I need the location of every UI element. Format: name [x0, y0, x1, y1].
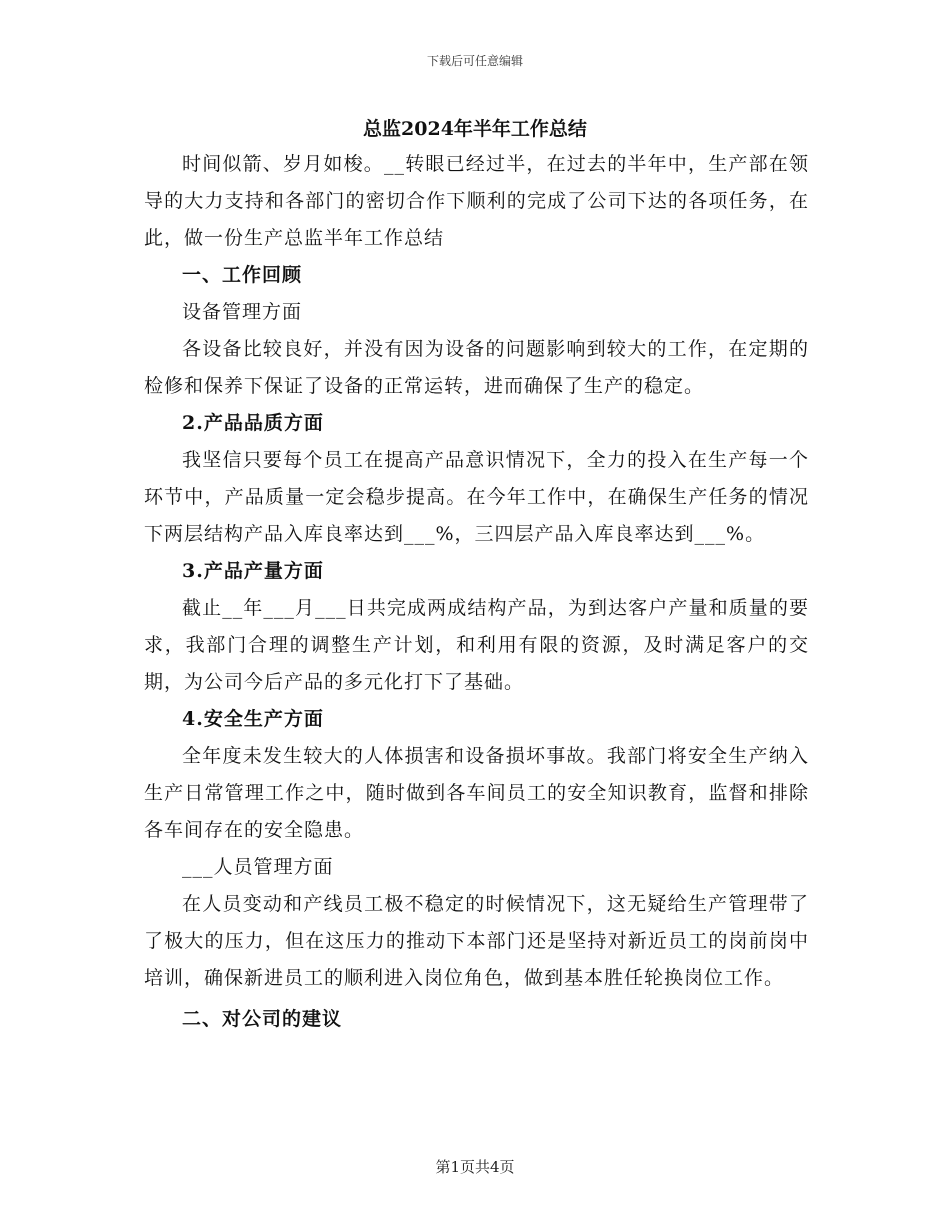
subheading-equipment: 设备管理方面 — [182, 301, 303, 323]
equipment-paragraph: 各设备比较良好，并没有因为设备的问题影响到较大的工作，在定期的检修和保养下保证了设备的正常运转，进而确保了生产的稳定。 — [144, 338, 809, 397]
header-note: 下载后可任意编辑 — [426, 54, 523, 68]
section-heading-suggestions: 二、对公司的建议 — [182, 1008, 343, 1030]
document-body — [144, 146, 809, 1038]
subheading-personnel: ___人员管理方面 — [182, 856, 334, 878]
intro-paragraph: 时间似箭、岁月如梭。__转眼已经过半，在过去的半年中，生产部在领导的大力支持和各部门的密切合作下顺利的完成了公司下达的各项任务，在此，做一份生产总监半年工作总结 — [144, 153, 809, 249]
page-footer: 第1页共4页 — [435, 1158, 515, 1176]
subheading-output: 3.产品产量方面 — [182, 560, 324, 582]
output-paragraph: 截止__年___月___日共完成两成结构产品，为到达客户产量和质量的要求，我部门合理的调整生产计划，和利用有限的资源，及时满足客户的交期，为公司今后产品的多元化打下了基础。 — [144, 597, 809, 693]
personnel-paragraph: 在人员变动和产线员工极不稳定的时候情况下，这无疑给生产管理带了了极大的压力，但在这压力的推动下本部门还是坚持对新近员工的岗前岗中培训，确保新进员工的顺利进入岗位角色，做到基本胜任轮换岗位工作。 — [144, 893, 809, 989]
safety-paragraph: 全年度未发生较大的人体损害和设备损坏事故。我部门将安全生产纳入生产日常管理工作之中，随时做到各车间员工的安全知识教育，监督和排除各车间存在的安全隐患。 — [144, 745, 809, 841]
quality-paragraph: 我坚信只要每个员工在提高产品意识情况下，全力的投入在生产每一个环节中，产品质量一定会稳步提高。在今年工作中，在确保生产任务的情况下两层结构产品入库良率达到___%，三四层产品入库良率达到___%。 — [144, 449, 809, 545]
subheading-quality: 2.产品品质方面 — [182, 412, 324, 434]
document-title: 总监2024年半年工作总结 — [363, 118, 587, 140]
subheading-safety: 4.安全生产方面 — [182, 708, 324, 730]
section-heading-review: 一、工作回顾 — [182, 264, 303, 286]
